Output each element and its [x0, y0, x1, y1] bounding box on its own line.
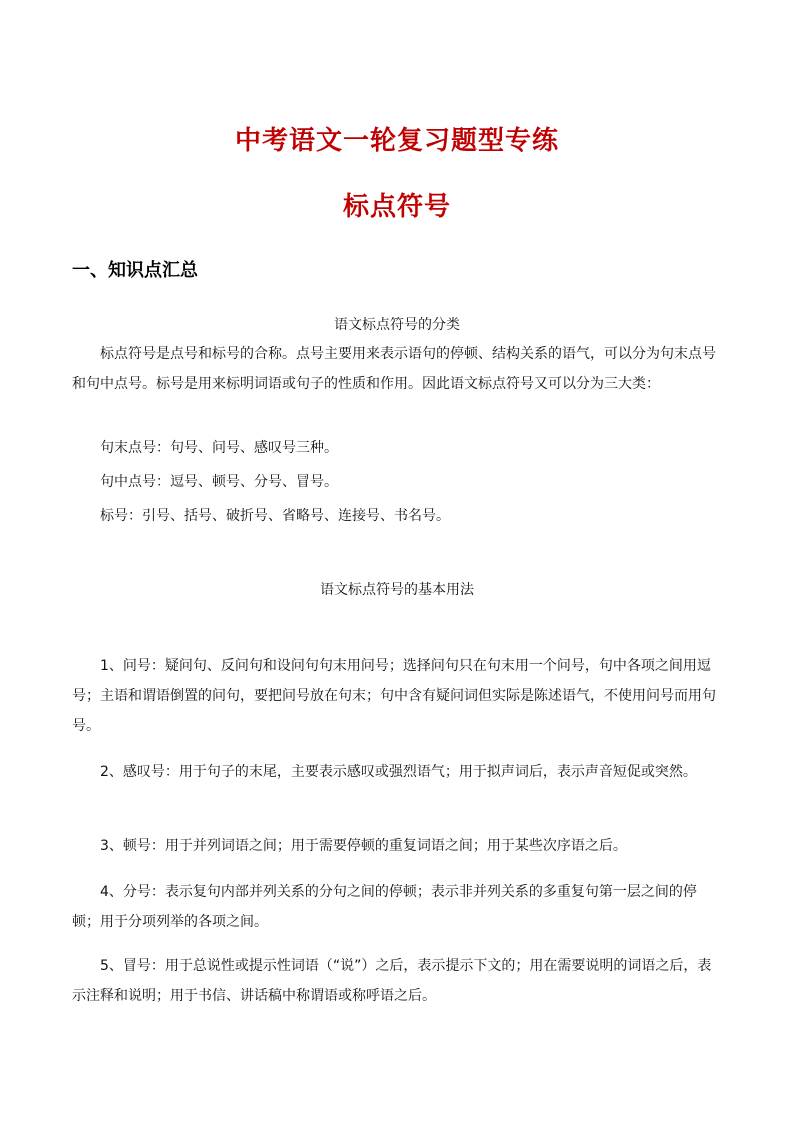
classification-caption: 语文标点符号的分类	[334, 317, 460, 333]
usage-caption: 语文标点符号的基本用法	[320, 582, 474, 598]
usage-item-semicolon: 4、分号：表示复句内部并列关系的分句之间的停顿；表示非并列关系的多重复句第一层之间的停顿；用于分项列举的各项之间。	[72, 884, 697, 930]
usage-item-exclamation-mark: 2、感叹号：用于句子的末尾，主要表示感叹或强烈语气；用于拟声词后，表示声音短促或突然。	[100, 764, 697, 780]
usage-item-question-mark: 1、问号：疑问句、反问句和设问句句末用问号；选择问句只在句末用一个问号，句中各项之间用逗号；主语和谓语倒置的问句，要把问号放在句末；句中含有疑问词但实际是陈述语气，不使用问号而用句号。	[72, 658, 716, 734]
usage-item-colon: 5、冒号：用于总说性或提示性词语（“说”）之后，表示提示下文的；用在需要说明的词语之后，表示注释和说明；用于书信、讲话稿中称谓语或称呼语之后。	[72, 958, 712, 1004]
section-heading: 一、知识点汇总	[72, 260, 198, 281]
usage-item-enumeration-comma: 3、顿号：用于并列词语之间；用于需要停顿的重复词语之间；用于某些次序语之后。	[100, 838, 627, 854]
classification-intro-paragraph: 标点符号是点号和标号的合称。点号主要用来表示语句的停顿、结构关系的语气，可以分为句末点号和句中点号。标号是用来标明词语或句子的性质和作用。因此语文标点符号又可以分为三大类：	[72, 346, 716, 392]
label-marks-line: 标号：引号、括号、破折号、省略号、连接号、书名号。	[100, 508, 450, 524]
in-sentence-marks-line: 句中点号：逗号、顿号、分号、冒号。	[100, 474, 338, 490]
document-title: 中考语文一轮复习题型专练	[234, 126, 559, 156]
document-subtitle: 标点符号	[342, 192, 451, 222]
sentence-end-marks-line: 句末点号：句号、问号、感叹号三种。	[100, 440, 338, 456]
